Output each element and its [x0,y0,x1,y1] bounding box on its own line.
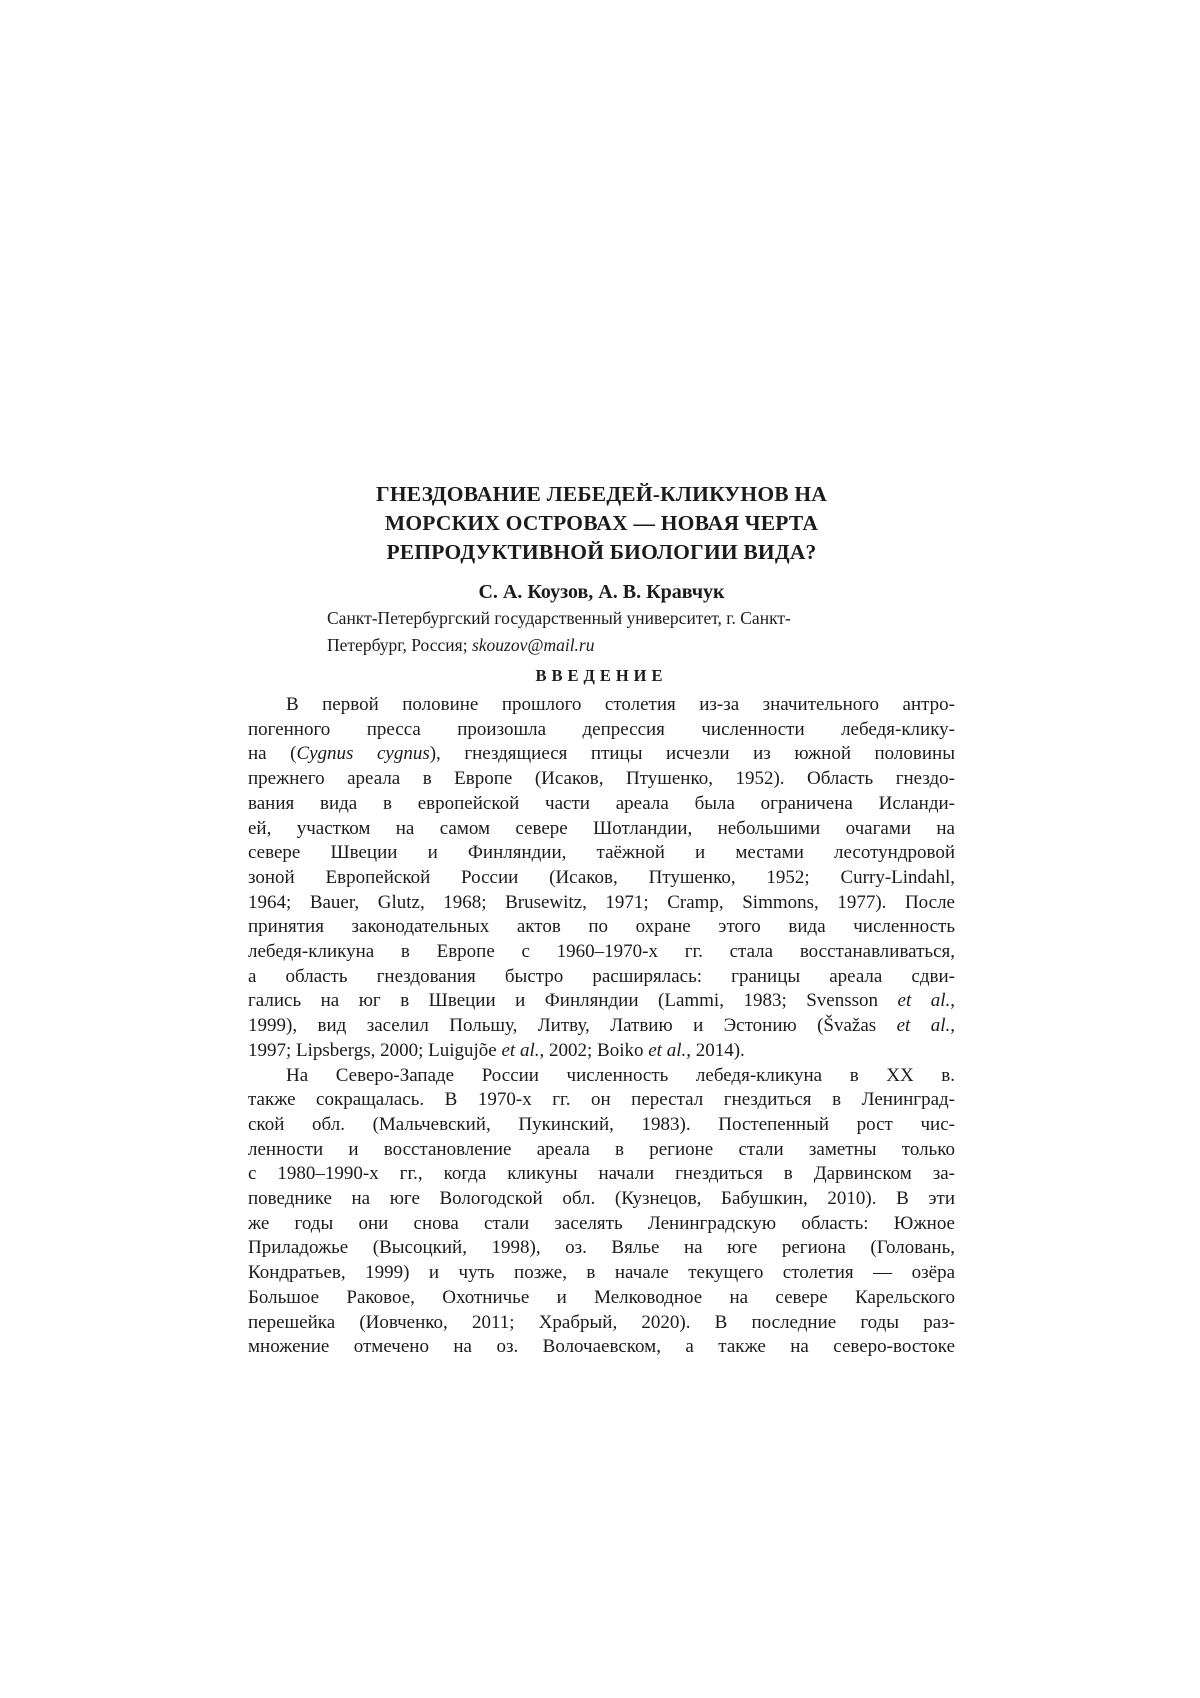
italic-text: skouzov@mail.ru [471,635,595,655]
plain-text: ской обл. (Мальчевский, Пукинский, 1983). Постепенный рост чис- [248,1113,955,1135]
plain-text: ), гнездящиеся птицы исчезли из южной половины [429,743,955,765]
text-line [248,817,955,842]
article-content [248,480,955,1360]
article-title [248,480,955,567]
italic-text: et al. [648,1039,687,1061]
text-line [248,1261,955,1286]
plain-text: Санкт-Петербургский государственный университет, г. Санкт- [327,608,791,628]
title-line-3: РЕПРОДУКТИВНОЙ БИОЛОГИИ ВИДА? [386,540,817,564]
plain-text: прежнего ареала в Европе (Исаков, Птушенко, 1952). Область гнездо- [248,768,955,790]
title-line-1: ГНЕЗДОВАНИЕ ЛЕБЕДЕЙ-КЛИКУНОВ НА [375,482,828,506]
title-line-2: МОРСКИХ ОСТРОВАХ — НОВАЯ ЧЕРТА [384,511,819,535]
text-line [248,1088,955,1113]
text-line [248,1335,955,1360]
italic-text: et al. [501,1039,540,1061]
text-line [248,742,955,767]
article-body [248,693,955,1360]
text-line [248,1162,955,1187]
text-line [248,767,955,792]
plain-text: 1964; Bauer, Glutz, 1968; Brusewitz, 1971; Cramp, Simmons, 1977). После [248,891,955,913]
plain-text: перешейка (Иовченко, 2011; Храбрый, 2020). В последние годы раз- [248,1311,955,1333]
text-line [248,1113,955,1138]
italic-text: et al. [896,1015,951,1037]
plain-text: поведнике на юге Вологодской обл. (Кузнецов, Бабушкин, 2010). В эти [248,1188,955,1210]
plain-text: 1997; Lipsbergs, 2000; Luigujõe [248,1039,502,1061]
plain-text: погенного пресса произошла депрессия численности лебедя-клику- [248,718,955,740]
plain-text: принятия законодательных актов по охране этого вида численность [248,916,955,938]
text-line [248,1039,955,1064]
plain-text: ленности и восстановление ареала в регионе стали заметны только [248,1138,955,1160]
plain-text: же годы они снова стали заселять Ленинградскую область: Южное [248,1212,955,1234]
plain-text: Приладожье (Высоцкий, 1998), оз. Вялье на юге региона (Головань, [248,1237,955,1259]
plain-text: , 2002; Boiko [539,1039,649,1061]
plain-text: на ( [248,743,297,765]
italic-text: Cygnus cygnus [296,743,430,765]
italic-text: et al. [897,990,951,1012]
text-line [248,1187,955,1212]
plain-text: В первой половине прошлого столетия из-за значительного антро- [286,694,955,715]
text-line [248,1014,955,1039]
text-line [248,693,955,718]
plain-text: 1999), вид заселил Польшу, Литву, Латвию и Эстонию (Švažas [248,1015,897,1037]
text-line [248,940,955,965]
plain-text: с 1980–1990-х гг., когда кликуны начали гнездиться в Дарвинском за- [248,1163,955,1185]
text-line [248,965,955,990]
text-line [248,866,955,891]
plain-text: севере Швеции и Финляндии, таёжной и местами лесотундровой [248,842,955,864]
plain-text: , [950,1015,956,1037]
section-heading-introduction: ВВЕДЕНИЕ [535,666,668,685]
plain-text: гались на юг в Швеции и Финляндии (Lammi, 1983; Svensson [248,990,898,1012]
text-line [248,1212,955,1237]
text-line [248,891,955,916]
text-line [248,1286,955,1311]
plain-text: Петербург, Россия; [327,635,472,655]
text-line [327,632,955,659]
plain-text: лебедя-кликуна в Европе с 1960–1970-х гг. стала восстанавливаться, [248,941,955,963]
affiliation [248,605,955,659]
plain-text: множение отмечено на оз. Волочаевском, а также на северо-востоке [248,1336,955,1358]
text-line [248,1138,955,1163]
text-line [327,605,955,632]
plain-text: Большое Раковое, Охотничье и Мелководное на севере Карельского [248,1286,955,1308]
plain-text: Кондратьев, 1999) и чуть позже, в начале текущего столетия — озёра [248,1262,955,1284]
plain-text: , 2014). [686,1039,745,1061]
plain-text: На Северо-Западе России численность лебедя-кликуна в XX в. [286,1064,955,1086]
plain-text: ей, участком на самом севере Шотландии, небольшими очагами на [248,817,955,839]
plain-text: также сокращалась. В 1970-х гг. он перестал гнездиться в Ленинград- [248,1089,955,1111]
text-line [248,989,955,1014]
plain-text: зоной Европейской России (Исаков, Птушенко, 1952; Curry-Lindahl, [248,866,955,888]
text-line [248,915,955,940]
text-line [248,718,955,743]
text-line [248,1311,955,1336]
text-line [248,841,955,866]
plain-text: вания вида в европейской части ареала была ограничена Исланди- [248,792,955,814]
plain-text: а область гнездования быстро расширялась: границы ареала сдви- [248,965,955,987]
authors-line: С. А. Коузов, А. В. Кравчук [478,581,725,603]
text-line [248,792,955,817]
plain-text: , [950,990,955,1012]
text-line [248,1236,955,1261]
text-line [248,1064,955,1089]
